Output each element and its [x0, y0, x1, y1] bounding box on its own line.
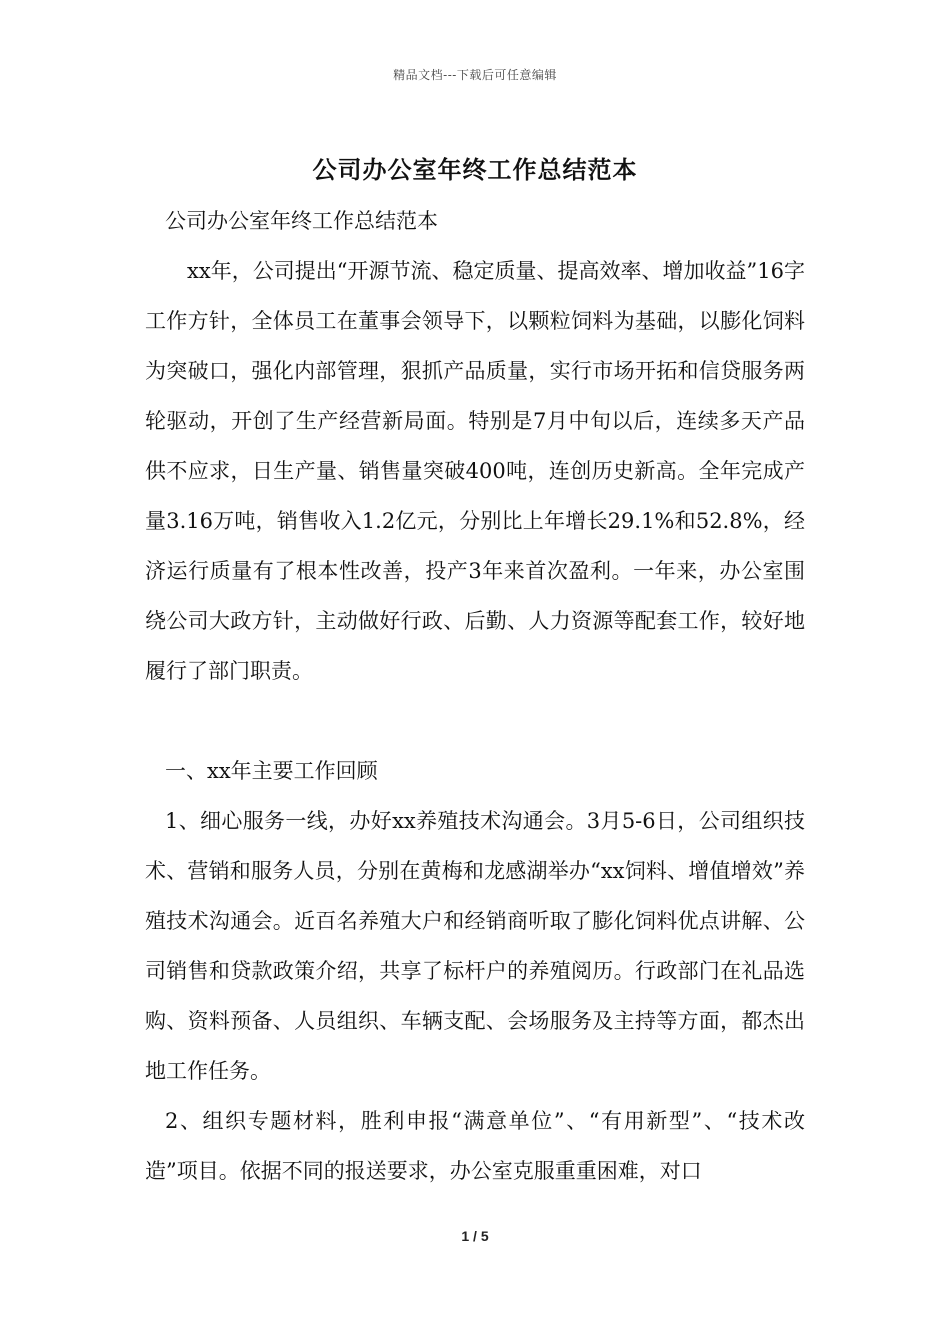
section-heading: 一、xx年主要工作回顾 [165, 759, 378, 783]
list-item: 2、组织专题材料，胜利申报“满意单位”、“有用新型”、“技术改造”项目。依据不同的报送要求，办公室克服重重困难，对口 [145, 1109, 805, 1183]
document-title: 公司办公室年终工作总结范本 [312, 155, 638, 184]
page-header: 精品文档---下载后可任意编辑 [393, 68, 557, 82]
document-subtitle: 公司办公室年终工作总结范本 [165, 209, 438, 233]
document-body [145, 196, 805, 1196]
intro-paragraph: xx年，公司提出“开源节流、稳定质量、提高效率、增加收益”16字工作方针，全体员工在董事会领导下，以颗粒饲料为基础，以膨化饲料为突破口，强化内部管理，狠抓产品质量，实行市场开拓和信贷服务两轮驱动，开创了生产经营新局面。特别是7月中旬以后，连续多天产品供不应求，日生产量、销售量突破400吨，连创历史新高。全年完成产量3.16万吨，销售收入1.2亿元，分别比上年增长29.1%和52.8%，经济运行质量有了根本性改善，投产3年来首次盈利。一年来，办公室围绕公司大政方针，主动做好行政、后勤、人力资源等配套工作，较好地履行了部门职责。 [145, 259, 805, 683]
list-item: 1、细心服务一线，办好xx养殖技术沟通会。3月5-6日，公司组织技术、营销和服务人员，分别在黄梅和龙感湖举办“xx饲料、增值增效”养殖技术沟通会。近百名养殖大户和经销商听取了膨化饲料优点讲解、公司销售和贷款政策介绍，共享了标杆户的养殖阅历。行政部门在礼品选购、资料预备、人员组织、车辆支配、会场服务及主持等方面，都杰出地工作任务。 [145, 809, 805, 1083]
page-number: 1 / 5 [461, 1228, 489, 1244]
